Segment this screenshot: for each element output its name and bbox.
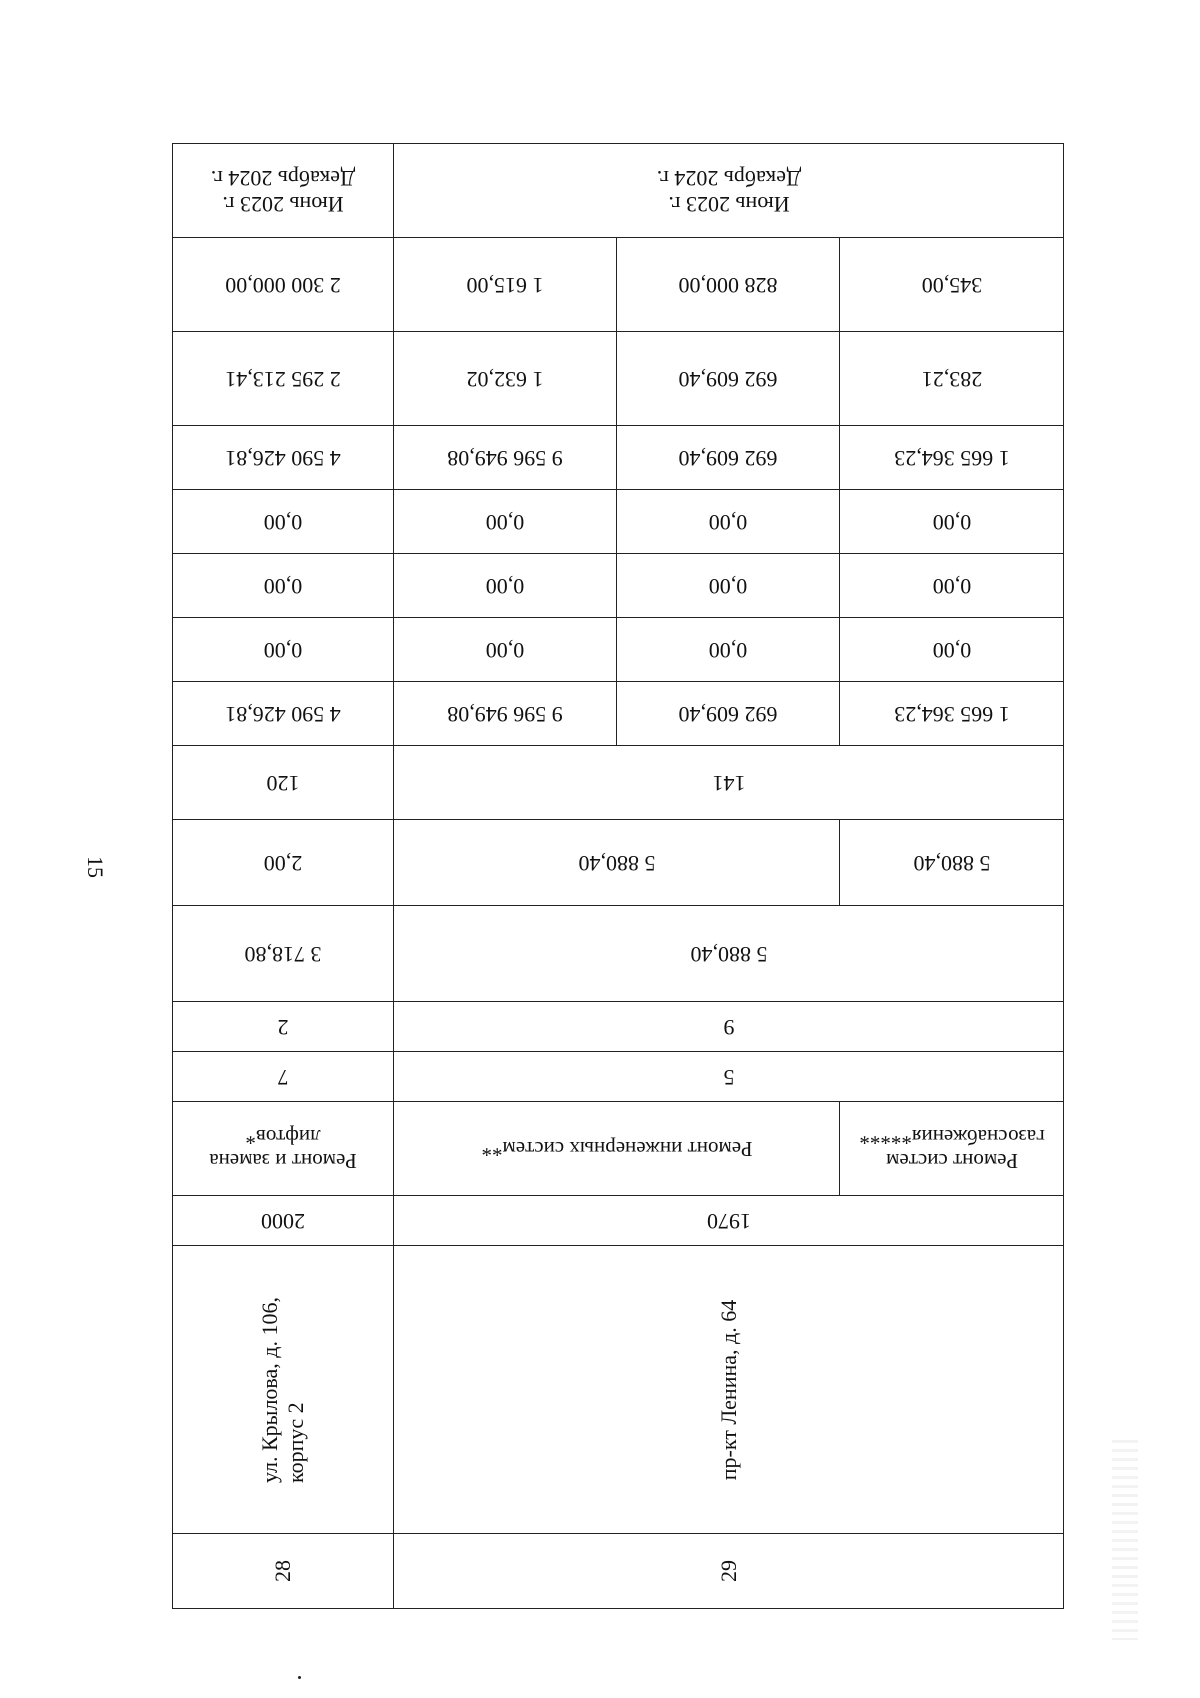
- table-frame: [172, 143, 1064, 1609]
- cell-value: 1 665 364,23: [893, 701, 1010, 727]
- cell: [173, 1002, 394, 1051]
- cell: [840, 490, 1063, 553]
- cell-value: 345,00: [921, 272, 982, 298]
- cell: [173, 490, 394, 553]
- table-row-numbers: [173, 1534, 1063, 1608]
- row-number: 28: [270, 1560, 295, 1582]
- cell-value: 120: [266, 770, 300, 796]
- work-engineering-text: Ремонт инженерных систем**: [480, 1136, 753, 1161]
- cell-work-lifts: [173, 1102, 394, 1195]
- cell: [617, 332, 840, 425]
- work-lifts-text: Ремонт и замена лифтов*: [209, 1124, 357, 1173]
- cell-value: 4 590 426,81: [225, 445, 341, 471]
- row-number: 29: [715, 1560, 741, 1582]
- cell-value: 0,00: [485, 509, 525, 535]
- cell: [394, 746, 1063, 819]
- cell-value: 283,21: [921, 366, 982, 392]
- cell-value: 0,00: [263, 573, 303, 599]
- cell-address: [173, 1246, 394, 1533]
- cell: [394, 554, 617, 617]
- cell-value: 0,00: [485, 637, 525, 663]
- cell-value: 0,00: [708, 637, 748, 663]
- cell-value: 5 880,40: [690, 941, 767, 967]
- cell: [394, 682, 617, 745]
- cell: [173, 682, 394, 745]
- cell: [173, 332, 394, 425]
- cell: [840, 618, 1063, 681]
- table-row-period: [173, 144, 1063, 238]
- cell-work-gas: [840, 1102, 1063, 1195]
- cell: [617, 682, 840, 745]
- cell: [394, 618, 617, 681]
- cell: [173, 618, 394, 681]
- cell: [173, 426, 394, 489]
- cell: [617, 426, 840, 489]
- cell: [173, 238, 394, 331]
- cell: [840, 332, 1063, 425]
- year-value: 1970: [706, 1208, 751, 1234]
- page-number: 15: [83, 856, 108, 878]
- cell: [394, 1002, 1063, 1051]
- cell-number: [173, 1534, 394, 1608]
- cell-value: 2 300 000,00: [225, 272, 341, 298]
- cell: [173, 820, 394, 905]
- table-row: [173, 820, 1063, 906]
- cell-value: 0,00: [932, 573, 971, 599]
- cell: [840, 554, 1063, 617]
- cell-value: 0,00: [263, 637, 303, 663]
- cell: [173, 554, 394, 617]
- scan-edge-artifact: [1112, 1440, 1138, 1640]
- cell-value: 9: [723, 1014, 734, 1040]
- table-row-address: [173, 1246, 1063, 1534]
- table-row: [173, 490, 1063, 554]
- cell-address: [394, 1246, 1063, 1533]
- cell: [840, 682, 1063, 745]
- cell: [617, 618, 840, 681]
- cell-value: 0,00: [485, 573, 525, 599]
- year-value: 2000: [261, 1208, 305, 1234]
- cell-value: 0,00: [932, 637, 971, 663]
- cell-year: [394, 1196, 1063, 1245]
- cell-value: 828 000,00: [678, 272, 778, 298]
- cell-value: 2 295 213,41: [225, 366, 341, 392]
- period-left-text: Июнь 2023 г. Декабрь 2024 г.: [210, 165, 356, 217]
- period-main-text: Июнь 2023 г. Декабрь 2024 г.: [656, 165, 801, 217]
- cell: [617, 554, 840, 617]
- cell: [840, 238, 1063, 331]
- cell-value: 1 632,02: [466, 366, 544, 392]
- table-row: [173, 682, 1063, 746]
- cell-value: 5 880,40: [913, 850, 990, 876]
- cell-value: 1 665 364,23: [893, 445, 1010, 471]
- cell: [617, 238, 840, 331]
- cell: [394, 426, 617, 489]
- cell-value: 9 596 949,08: [447, 445, 563, 471]
- cell: [840, 820, 1063, 905]
- table-row: [173, 746, 1063, 820]
- cell: [394, 820, 840, 905]
- cell: [617, 490, 840, 553]
- cell-work-engineering: [394, 1102, 840, 1195]
- cell-value: 692 609,40: [678, 701, 778, 727]
- cell: [173, 746, 394, 819]
- cell: [173, 906, 394, 1001]
- cell-period-main: [394, 144, 1063, 237]
- table-row: [173, 554, 1063, 618]
- cell-value: 7: [277, 1064, 289, 1090]
- cell: [394, 238, 617, 331]
- table-row: [173, 426, 1063, 490]
- cell: [394, 490, 617, 553]
- cell-value: 0,00: [263, 509, 303, 535]
- table-row: [173, 618, 1063, 682]
- address-value: ул. Крылова, д. 106, корпус 2: [257, 1296, 308, 1483]
- cell-value: 4 590 426,81: [225, 701, 341, 727]
- cell: [394, 332, 617, 425]
- cell-value: 5: [723, 1064, 734, 1090]
- cell-number: [394, 1534, 1063, 1608]
- cell-year: [173, 1196, 394, 1245]
- table-row: [173, 332, 1063, 426]
- cell-value: 0,00: [708, 509, 748, 535]
- work-gas-text: Ремонт систем газоснабжения*****: [858, 1124, 1045, 1173]
- cell-value: 2: [277, 1014, 289, 1040]
- table-row-works: [173, 1102, 1063, 1196]
- table-row: [173, 1002, 1063, 1052]
- cell-value: 3 718,80: [244, 941, 322, 967]
- scan-dot-artifact: [298, 1676, 301, 1679]
- cell-value: 2,00: [263, 850, 303, 876]
- cell-period-left: [173, 144, 394, 237]
- table-row-years: [173, 1196, 1063, 1246]
- cell-value: 692 609,40: [678, 366, 778, 392]
- address-value: пр-кт Ленина, д. 64: [715, 1299, 741, 1480]
- cell-value: 692 609,40: [678, 445, 778, 471]
- cell-value: 0,00: [708, 573, 748, 599]
- cell-value: 5 880,40: [578, 850, 655, 876]
- cell-value: 141: [712, 770, 745, 796]
- table-row: [173, 1052, 1063, 1102]
- table-row: [173, 238, 1063, 332]
- cell: [394, 906, 1063, 1001]
- cell-value: 1 615,00: [466, 272, 544, 298]
- cell-value: 0,00: [932, 509, 971, 535]
- table-row: [173, 906, 1063, 1002]
- cell: [394, 1052, 1063, 1101]
- cell-value: 9 596 949,08: [447, 701, 563, 727]
- cell: [173, 1052, 394, 1101]
- cell: [840, 426, 1063, 489]
